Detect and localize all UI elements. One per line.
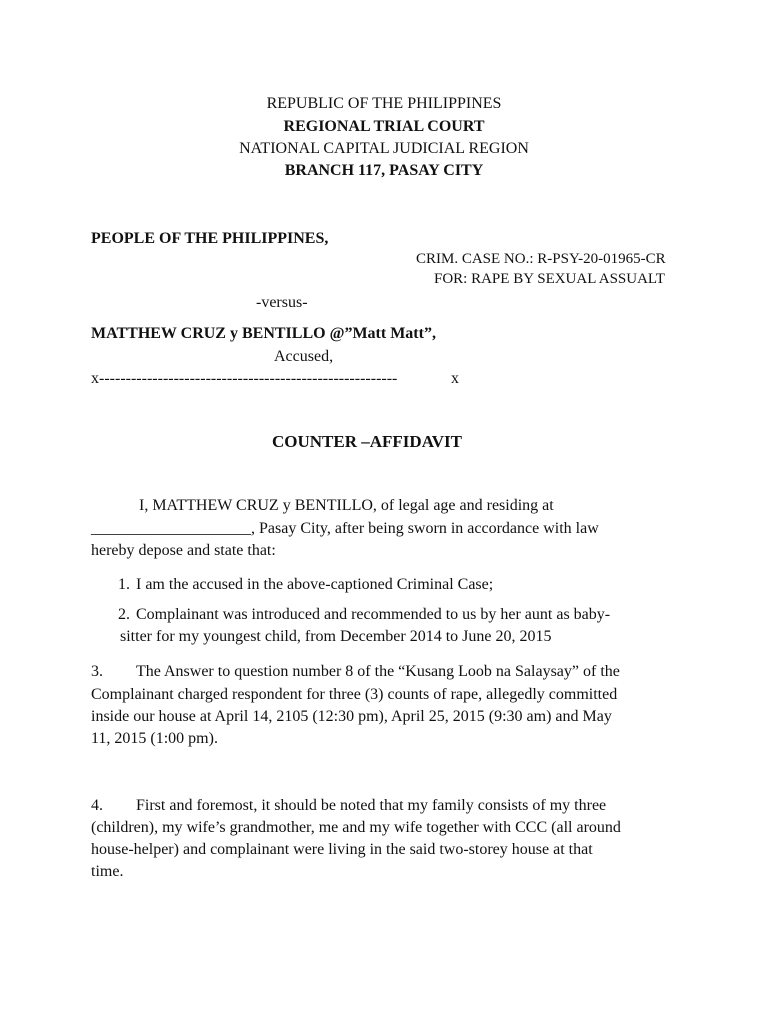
caption-separator: x-------------------------------------------------------- <box>91 370 398 387</box>
paragraph-4-line-1: First and foremost, it should be noted that my family consists of my three <box>136 797 607 814</box>
paragraph-4-line-2: (children), my wife’s grandmother, me and my wife together with CCC (all around <box>91 819 621 836</box>
paragraph-4-line-3: house-helper) and complainant were living in the said two-storey house at that <box>91 841 593 858</box>
header-region: NATIONAL CAPITAL JUDICIAL REGION <box>239 140 529 157</box>
item-2-line-2: sitter for my youngest child, from December 2014 to June 20, 2015 <box>120 628 552 645</box>
versus-label: -versus- <box>256 294 308 311</box>
intro-line-3: hereby depose and state that: <box>91 542 276 559</box>
paragraph-3-line-2: Complainant charged respondent for three (3) counts of rape, allegedly committed <box>91 686 618 703</box>
item-1-text: I am the accused in the above-captioned Criminal Case; <box>136 576 494 593</box>
header-branch: BRANCH 117, PASAY CITY <box>284 162 484 179</box>
paragraph-4-line-4: time. <box>91 863 124 880</box>
header-republic: REPUBLIC OF THE PHILIPPINES <box>266 95 502 112</box>
document-title: COUNTER –AFFIDAVIT <box>272 432 463 451</box>
paragraph-4-number: 4. <box>91 797 103 814</box>
case-charge: FOR: RAPE BY SEXUAL ASSUALT <box>434 271 665 287</box>
header-court: REGIONAL TRIAL COURT <box>283 118 485 135</box>
case-number: CRIM. CASE NO.: R-PSY-20-01965-CR <box>416 251 666 267</box>
item-2-line-1: Complainant was introduced and recommended to us by her aunt as baby- <box>136 606 611 623</box>
paragraph-3-line-4: 11, 2015 (1:00 pm). <box>91 730 218 747</box>
accused-name: MATTHEW CRUZ y BENTILLO @”Matt Matt”, <box>91 325 436 342</box>
caption-separator-end: x <box>451 370 459 387</box>
accused-label: Accused, <box>274 348 334 365</box>
paragraph-3-line-1: The Answer to question number 8 of the “Kusang Loob na Salaysay” of the <box>136 663 620 680</box>
item-2-number: 2. <box>118 606 130 623</box>
intro-line-1: I, MATTHEW CRUZ y BENTILLO, of legal age and residing at <box>139 497 554 514</box>
paragraph-3-number: 3. <box>91 663 103 680</box>
paragraph-3-line-3: inside our house at April 14, 2105 (12:30 pm), April 25, 2015 (9:30 am) and May <box>91 708 612 725</box>
intro-line-2: ____________________, Pasay City, after being sworn in accordance with law <box>91 520 599 537</box>
plaintiff-name: PEOPLE OF THE PHILIPPINES, <box>91 230 329 247</box>
item-1-number: 1. <box>118 576 130 593</box>
